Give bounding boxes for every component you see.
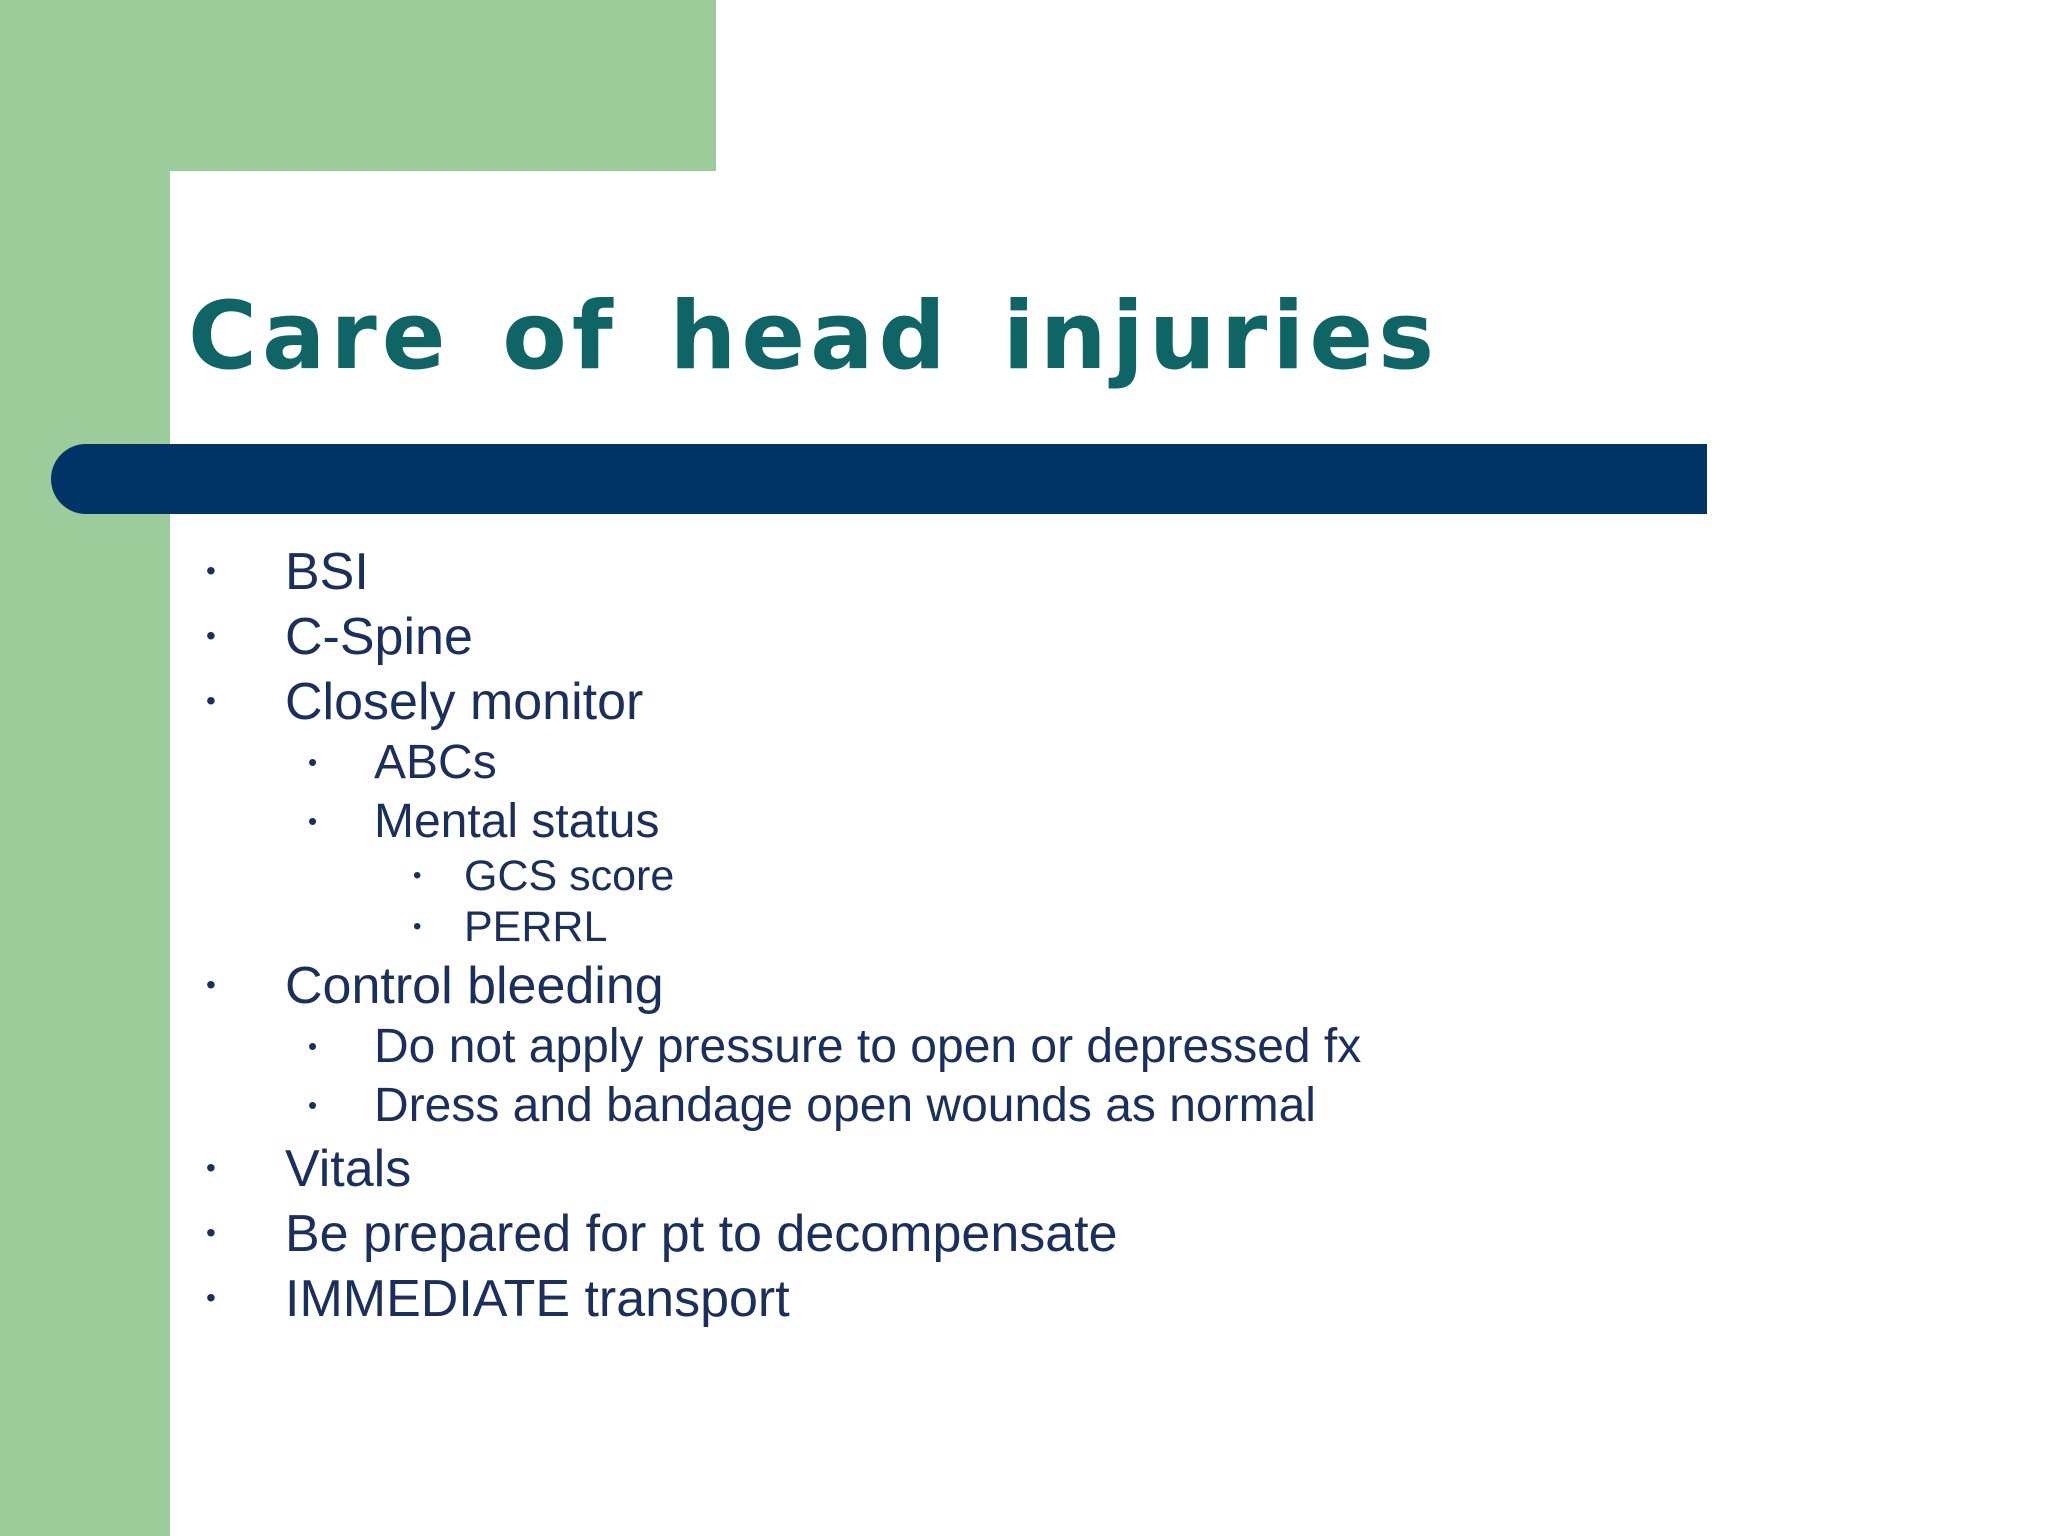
list-item: Vitals — [285, 1140, 412, 1198]
list-item: Dress and bandage open wounds as normal — [374, 1079, 1316, 1132]
bullet-icon: • — [308, 1090, 318, 1120]
list-item: ABCs — [374, 736, 497, 789]
list-item: IMMEDIATE transport — [285, 1270, 790, 1328]
list-item: Mental status — [374, 795, 660, 848]
bullet-icon: • — [206, 555, 216, 586]
list-item: Closely monitor — [285, 673, 644, 731]
bullet-icon: • — [206, 685, 216, 716]
bullet-icon: • — [206, 969, 216, 1000]
list-item: C-Spine — [285, 608, 473, 666]
list-item: PERRL — [464, 903, 608, 951]
bullet-icon: • — [413, 913, 422, 940]
list-item: Control bleeding — [285, 957, 664, 1015]
list-item: BSI — [285, 543, 369, 601]
bullet-icon: • — [206, 1217, 216, 1248]
bullet-icon: • — [206, 1152, 216, 1183]
bullet-icon: • — [308, 1031, 318, 1061]
slide-title: Care of head injuries — [188, 282, 1440, 391]
bullet-icon: • — [413, 862, 422, 889]
bullet-icon: • — [308, 806, 318, 836]
bullet-icon: • — [206, 1282, 216, 1313]
bullet-icon: • — [308, 747, 318, 777]
bullet-icon: • — [206, 620, 216, 651]
list-item: GCS score — [464, 852, 675, 900]
list-item: Do not apply pressure to open or depressed fx — [374, 1020, 1362, 1073]
list-item: Be prepared for pt to decompensate — [285, 1205, 1118, 1263]
